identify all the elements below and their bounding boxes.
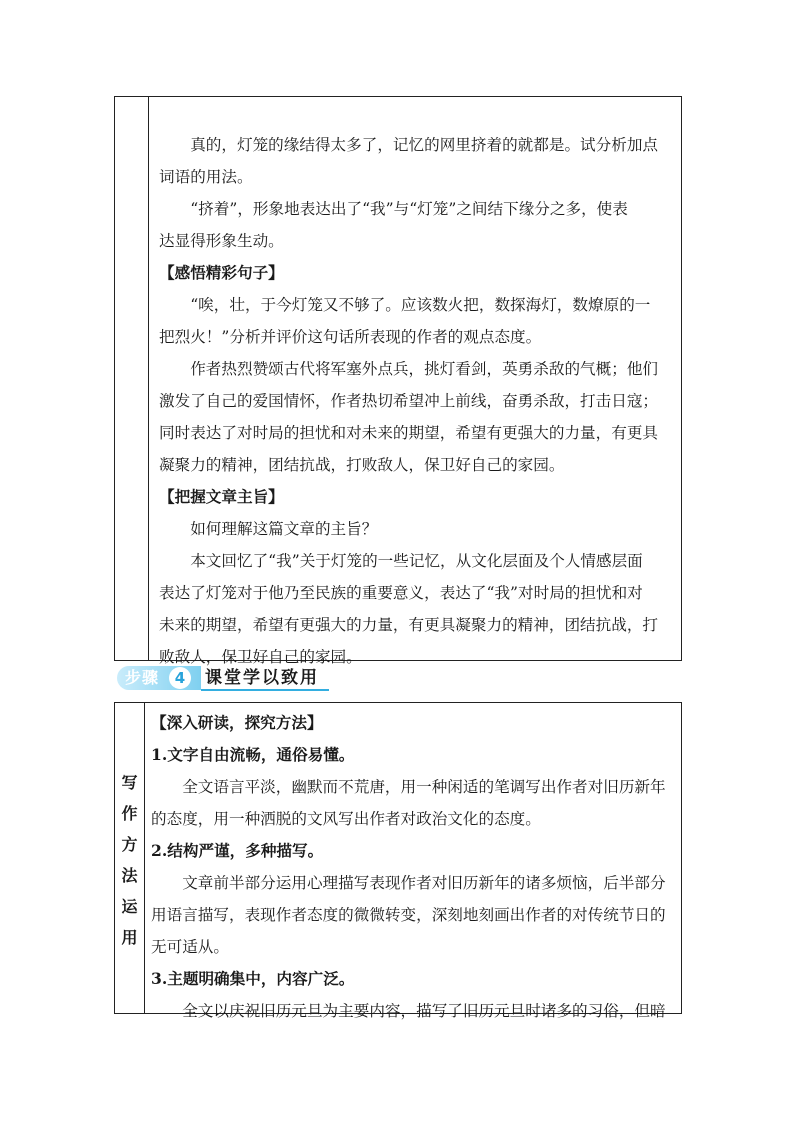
section-heading: 【感悟精彩句子】 <box>159 263 284 282</box>
text-line: 同时表达了对时局的担忧和对未来的期望，希望有更强大的力量，有更具 <box>159 424 659 442</box>
side-label-char: 写 <box>121 773 138 792</box>
side-label-char: 用 <box>121 928 138 947</box>
text-line: 把烈火！”分析并评价这句话所表现的作者的观点态度。 <box>159 328 542 346</box>
column-divider <box>148 97 149 660</box>
text-line: 凝聚力的精神，团结抗战，打败敌人，保卫好自己的家园。 <box>159 456 565 474</box>
text-line: 本文回忆了“我”关于灯笼的一些记忆，从文化层面及个人情感层面 <box>190 552 643 570</box>
point-heading: 2.结构严谨，多种描写。 <box>151 841 324 860</box>
text-line: 败敌人，保卫好自己的家园。 <box>159 648 362 666</box>
text-line: 未来的期望，希望有更强大的力量，有更具凝聚力的精神，团结抗战，打 <box>159 616 659 634</box>
text-line: 用语言描写，表现作者态度的微微转变，深刻地刻画出作者的对传统节日的 <box>151 906 666 924</box>
text-line: 作者热烈赞颂古代将军塞外点兵，挑灯看剑，英勇杀敌的气概；他们 <box>190 360 659 378</box>
step-number-badge: 4 <box>169 667 191 689</box>
point-heading: 3.主题明确集中，内容广泛。 <box>151 969 355 988</box>
text-line: 真的，灯笼的缘结得太多了，记忆的网里挤着的就都是。试分析加点 <box>190 136 659 154</box>
text-line: 如何理解这篇文章的主旨？ <box>190 520 378 538</box>
writing-method-content <box>151 707 675 1027</box>
side-label-char: 方 <box>121 835 138 854</box>
side-label-char: 法 <box>121 866 138 885</box>
section-heading: 【把握文章主旨】 <box>159 487 284 506</box>
side-label-writing-method <box>115 767 144 953</box>
text-line: 表达了灯笼对于他乃至民族的重要意义，表达了“我”对时局的担忧和对 <box>159 584 643 602</box>
step-label: 步骤 <box>125 668 160 687</box>
reading-content <box>159 129 675 673</box>
text-line: “唉，壮，于今灯笼又不够了。应该数火把，数探海灯，数燎原的一 <box>190 296 651 314</box>
writing-method-table <box>114 702 682 1020</box>
reading-table-top <box>114 96 682 666</box>
step-title: 课堂学以致用 <box>205 668 319 688</box>
point-heading: 1.文字自由流畅，通俗易懂。 <box>151 745 355 764</box>
text-line: 文章前半部分运用心理描写表现作者对旧历新年的诸多烦恼，后半部分 <box>182 874 666 892</box>
text-line: “挤着”，形象地表达出了“我”与“灯笼”之间结下缘分之多，使表 <box>190 200 628 218</box>
text-line: 激发了自己的爱国情怀，作者热切希望冲上前线，奋勇杀敌，打击日寇； <box>159 392 659 410</box>
text-line: 全文语言平淡，幽默而不荒唐，用一种闲适的笔调写出作者对旧历新年 <box>182 778 666 796</box>
text-line: 无可适从。 <box>151 938 229 956</box>
text-line: 词语的用法。 <box>159 168 253 186</box>
step-banner <box>117 664 332 692</box>
step-title-underline <box>201 689 329 691</box>
section-heading: 【深入研读，探究方法】 <box>151 713 323 732</box>
text-line: 全文以庆祝旧历元旦为主要内容，描写了旧历元旦时诸多的习俗，但暗 <box>182 1002 666 1020</box>
text-line: 的态度，用一种洒脱的文风写出作者对政治文化的态度。 <box>151 810 541 828</box>
side-label-char: 运 <box>121 897 138 916</box>
text-line: 达显得形象生动。 <box>159 232 284 250</box>
column-divider <box>144 703 145 1013</box>
side-label-char: 作 <box>121 804 138 823</box>
